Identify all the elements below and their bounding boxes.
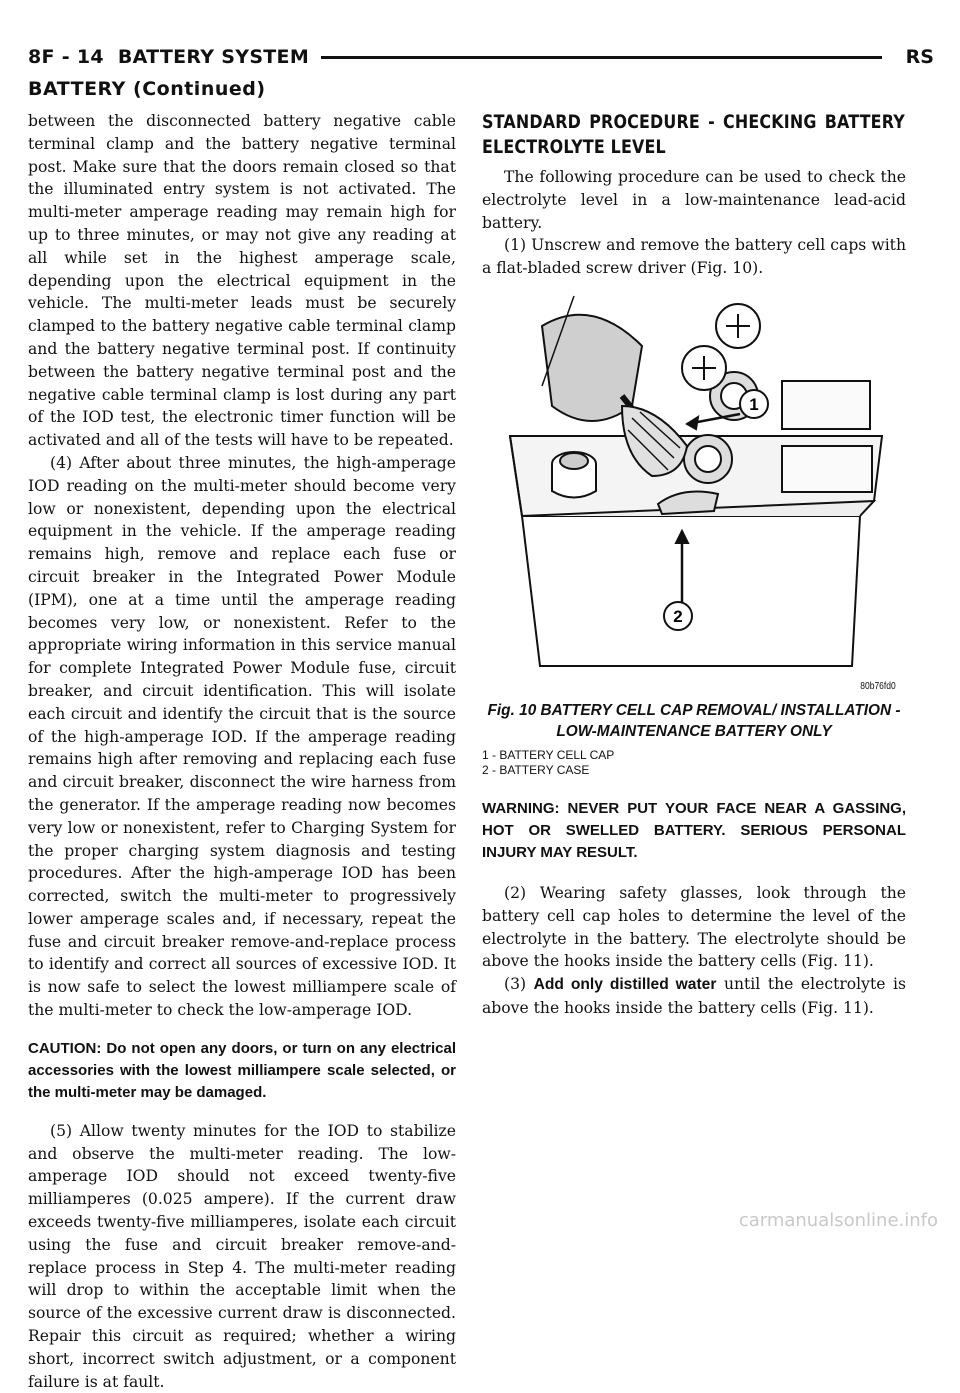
callout-2-label: 2 (673, 606, 683, 626)
caution-note: CAUTION: Do not open any doors, or turn on any electrical accessories with the lowest milliampere scale selected, or the multi-meter may be damaged. (28, 1039, 456, 1101)
step-3-paragraph (482, 973, 906, 1020)
step-3-text: until the electrolyte is above the hooks inside the battery cells (Fig. 11). (482, 975, 906, 1017)
continued-title: BATTERY (Continued) (28, 78, 266, 100)
legend-item-1: 1 - BATTERY CELL CAP (482, 747, 615, 762)
left-column (28, 110, 456, 1393)
step-4-paragraph: (4) After about three minutes, the high-amperage IOD reading on the multi-meter should become very low or nonexistent, depending upon the electrical equipment in the vehicle. If the amperage reading remains high, remove and replace each fuse or circuit breaker in the Integrated Power Module (IPM), one at a time until the amperage reading becomes very low, or nonexistent. Refer to the appropriate wiring information in this service manual for complete Integrated Power Module fuse, circuit breaker, and circuit identification. This will isolate each circuit and identify the circuit that is the source of the high-amperage IOD. If the amperage reading remains high after removing and replacing each fuse and circuit breaker, disconnect the wire harness from the generator. If the amperage reading now becomes very low or nonexistent, refer to Charging System for the proper charging system diagnosis and testing procedures. After the high-amperage IOD has been corrected, switch the multi-meter to progressively lower amperage scales and, if necessary, repeat the fuse and circuit breaker remove-and-replace process to identify and correct all sources of excessive IOD. It is now safe to select the lowest milliampere scale of the multi-meter to check the low-amperage IOD. (28, 453, 456, 1020)
step-3-number: (3) (504, 975, 527, 994)
step-5-paragraph: (5) Allow twenty minutes for the IOD to stabilize and observe the multi-meter reading. The low-amperage IOD should not exceed twenty-five milliamperes (0.025 ampere). If the current draw exceeds twenty-five milliamperes, isolate each circuit using the fuse and circuit breaker remove-and-replace process in Step 4. The multi-meter reading will drop to within the acceptable limit when the source of the excessive current draw is disconnected. Repair this circuit as required; whether a wiring short, incorrect switch adjustment, or a component failure is at fault. (28, 1121, 456, 1391)
procedure-title: STANDARD PROCEDURE - CHECKING BATTERY ELECTROLYTE LEVEL (482, 112, 905, 158)
figure-caption: Fig. 10 BATTERY CELL CAP REMOVAL/ INSTALLATION - LOW-MAINTENANCE BATTERY ONLY (487, 701, 901, 740)
model-code: RS (896, 44, 934, 70)
page-header (28, 44, 934, 76)
figure-id: 80b76fd0 (860, 680, 896, 692)
page-number: 8F - 14 (28, 46, 104, 68)
procedure-intro: The following procedure can be used to check the electrolyte level in a low-maintenance lead-acid battery. (482, 168, 906, 232)
legend-item-2: 2 - BATTERY CASE (482, 762, 590, 777)
section-title: BATTERY SYSTEM (117, 46, 310, 68)
header-rule (268, 56, 882, 59)
header-left (28, 44, 321, 70)
step-3-emphasis: Add only distilled water (533, 976, 717, 994)
callout-1-label: 1 (749, 394, 759, 414)
step-1-paragraph: (1) Unscrew and remove the battery cell caps with a flat-bladed screw driver (Fig. 10). (482, 236, 906, 278)
figure-legend (482, 748, 906, 778)
battery-cap-illustration (482, 286, 906, 696)
right-column (482, 110, 906, 1020)
figure-10 (482, 286, 906, 696)
step-2-paragraph: (2) Wearing safety glasses, look through the battery cell cap holes to determine the level of the electrolyte in the battery. The electrolyte should be above the hooks inside the battery cells (Fig. 11). (482, 883, 906, 971)
watermark: carmanualsonline.info (738, 1210, 938, 1231)
warning-note: WARNING: NEVER PUT YOUR FACE NEAR A GASSING, HOT OR SWELLED BATTERY. SERIOUS PERSONAL INJURY MAY RESULT. (482, 799, 906, 861)
left-paragraph-1: between the disconnected battery negative cable terminal clamp and the battery negative terminal post. Make sure that the doors remain closed so that the illuminated entry system is not activated. The multi-meter amperage reading may remain high for up to three minutes, or may not give any reading at all while set in the highest amperage scale, depending upon the electrical equipment in the vehicle. The multi-meter leads must be securely clamped to the battery negative cable terminal clamp and the battery negative terminal post. If continuity between the battery negative terminal post and the negative cable terminal clamp is lost during any part of the IOD test, the electronic timer function will be activated and all of the tests will have to be repeated. (28, 112, 456, 450)
